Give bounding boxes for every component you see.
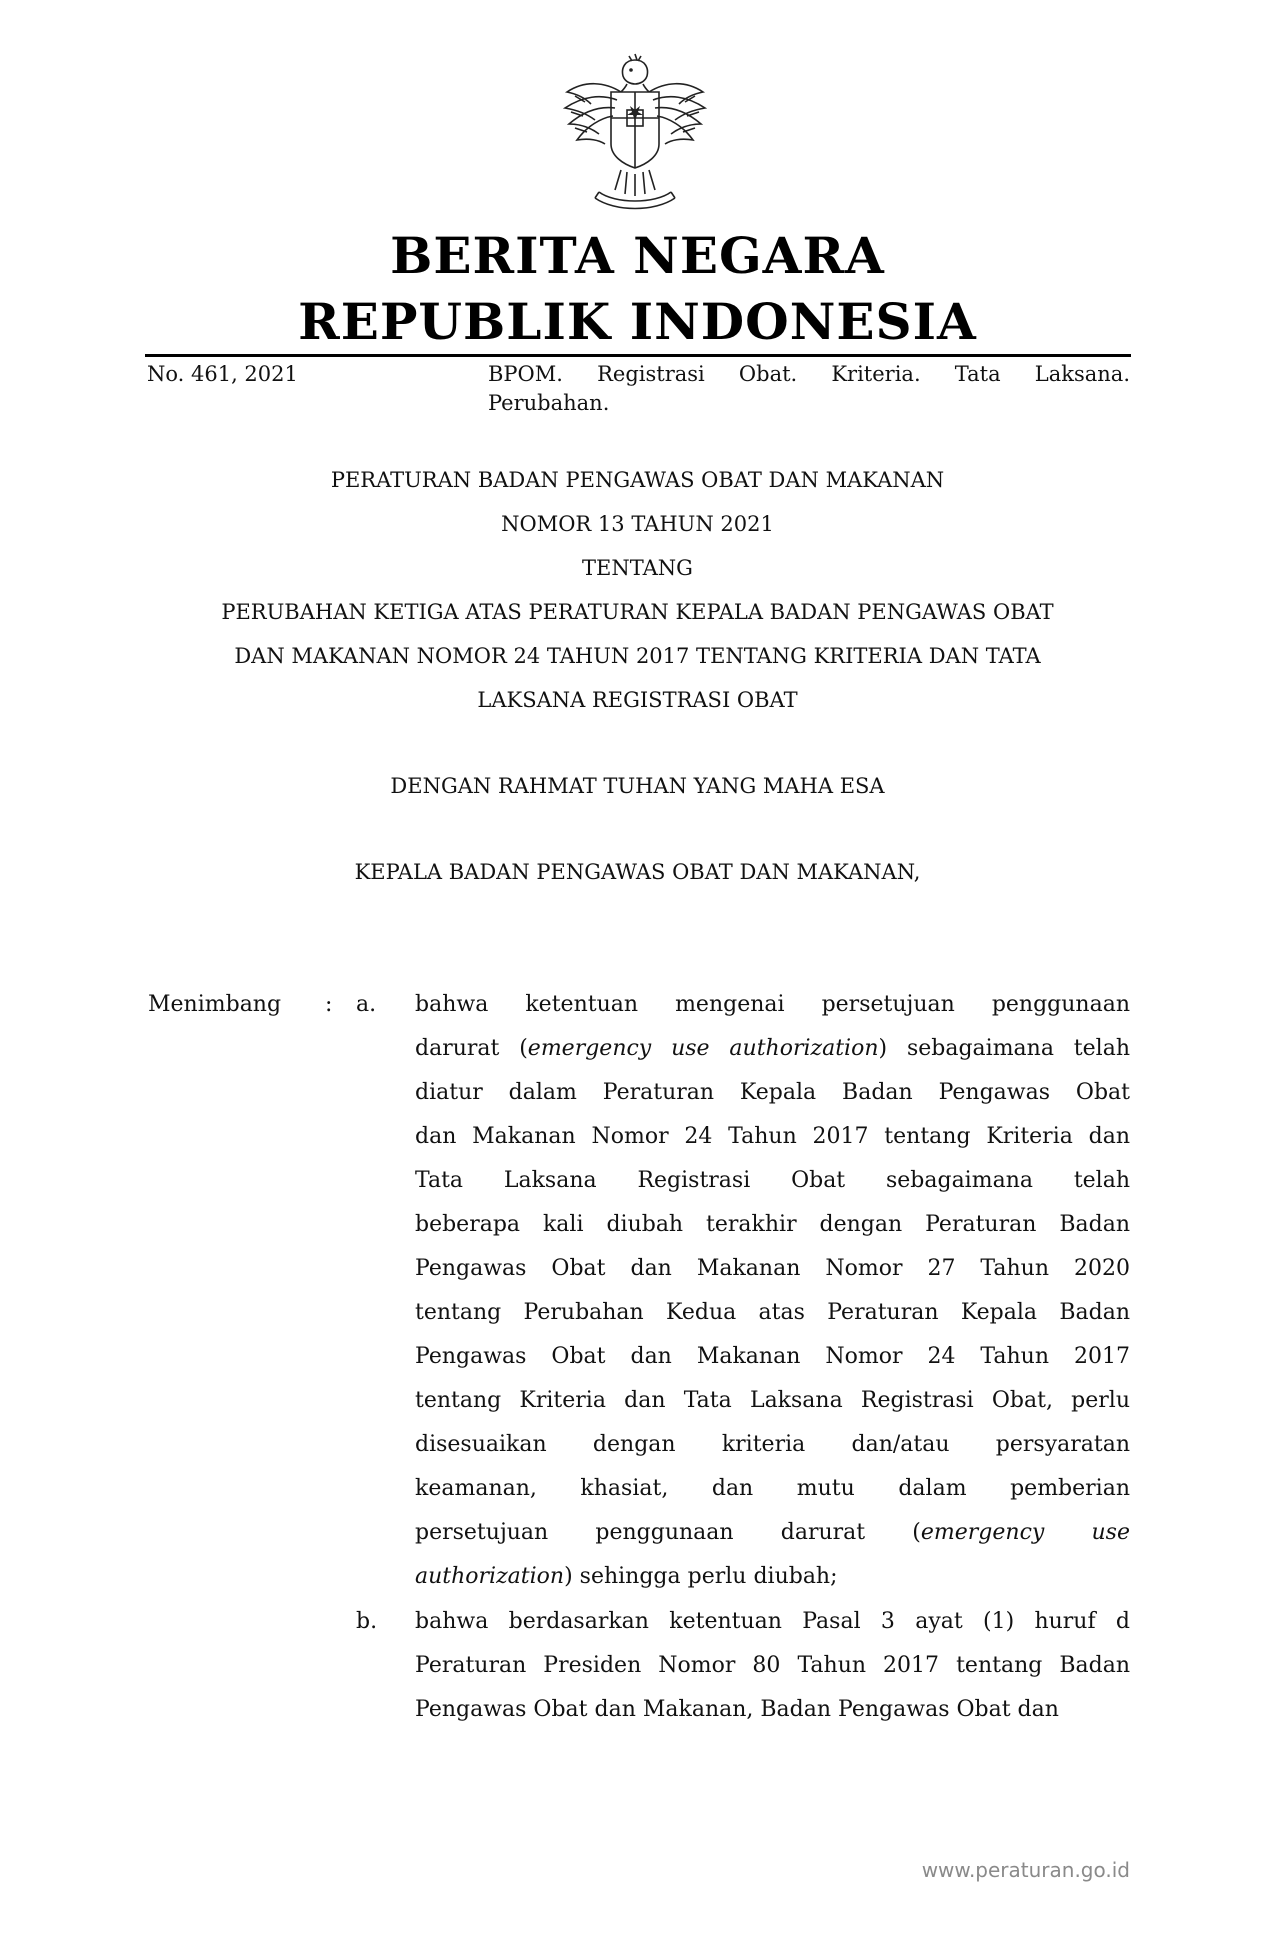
masthead-subtitle: REPUBLIK INDONESIA [298, 292, 977, 351]
paragraph-line [415, 1688, 1130, 1732]
text-run: ) sehingga perlu diubah; [564, 1564, 838, 1589]
text-run: dan Makanan Nomor 24 Tahun 2017 tentang Kriteria dan [415, 1124, 1130, 1149]
text-run: keamanan, khasiat, dan mutu dalam pemberian [415, 1476, 1130, 1501]
point-marker-a: a. [356, 992, 377, 1017]
considering-point-b [415, 1600, 1130, 1732]
title-line: NOMOR 13 TAHUN 2021 [501, 512, 774, 536]
text-run: bahwa berdasarkan ketentuan Pasal 3 ayat (1) huruf d [415, 1609, 1130, 1634]
text-run: Tata Laksana Registrasi Obat sebagaimana telah [415, 1168, 1130, 1193]
paragraph-line [415, 1291, 1130, 1335]
footer-website: www.peraturan.go.id [921, 1858, 1130, 1882]
text-run: bahwa ketentuan mengenai persetujuan penggunaan [415, 992, 1130, 1017]
text-run: Peraturan Presiden Nomor 80 Tahun 2017 tentang Badan [415, 1653, 1130, 1678]
text-run: persetujuan penggunaan darurat ( [415, 1520, 921, 1545]
text-run: diatur dalam Peraturan Kepala Badan Pengawas Obat [415, 1080, 1130, 1105]
text-run: Pengawas Obat dan Makanan, Badan Pengawas Obat dan [415, 1697, 1059, 1722]
paragraph-line [415, 983, 1130, 1027]
text-run: ) sebagaimana telah [878, 1036, 1130, 1061]
garuda-emblem-icon [555, 52, 715, 217]
considering-label: Menimbang [148, 992, 282, 1017]
gazette-subject: BPOM. Registrasi Obat. Kriteria. Tata Laksana. [488, 362, 1130, 386]
paragraph-line [415, 1379, 1130, 1423]
text-run: tentang Perubahan Kedua atas Peraturan Kepala Badan [415, 1300, 1130, 1325]
text-run: darurat ( [415, 1036, 528, 1061]
paragraph-line [415, 1335, 1130, 1379]
title-line: LAKSANA REGISTRASI OBAT [477, 688, 798, 712]
text-run: disesuaikan dengan kriteria dan/atau persyaratan [415, 1432, 1130, 1457]
paragraph-line [415, 1247, 1130, 1291]
paragraph-line [415, 1203, 1130, 1247]
regulation-title [145, 458, 1130, 722]
paragraph-line [415, 1600, 1130, 1644]
point-marker-b: b. [356, 1609, 378, 1634]
considering-point-a [415, 983, 1130, 1599]
gazette-subject-continued: Perubahan. [488, 391, 610, 415]
title-line: TENTANG [582, 556, 693, 580]
paragraph-line [415, 1423, 1130, 1467]
text-run: Pengawas Obat dan Makanan Nomor 27 Tahun 2020 [415, 1256, 1130, 1281]
title-line: DAN MAKANAN NOMOR 24 TAHUN 2017 TENTANG KRITERIA DAN TATA [234, 644, 1041, 668]
text-run: beberapa kali diubah terakhir dengan Peraturan Badan [415, 1212, 1130, 1237]
issuing-authority: KEPALA BADAN PENGAWAS OBAT DAN MAKANAN, [354, 860, 921, 884]
paragraph-line [415, 1071, 1130, 1115]
italic-term: authorization [415, 1564, 565, 1589]
masthead-title: BERITA NEGARA [390, 226, 885, 285]
paragraph-line [415, 1511, 1130, 1555]
invocation: DENGAN RAHMAT TUHAN YANG MAHA ESA [390, 774, 885, 798]
title-line: PERUBAHAN KETIGA ATAS PERATURAN KEPALA BADAN PENGAWAS OBAT [221, 600, 1054, 624]
paragraph-line [415, 1644, 1130, 1688]
text-run: tentang Kriteria dan Tata Laksana Registrasi Obat, perlu [415, 1388, 1130, 1413]
masthead-divider [145, 354, 1131, 357]
considering-colon: : [325, 992, 333, 1017]
text-run: Pengawas Obat dan Makanan Nomor 24 Tahun 2017 [415, 1344, 1130, 1369]
paragraph-line [415, 1115, 1130, 1159]
italic-term: emergency use authorization [527, 1036, 879, 1061]
paragraph-line [415, 1159, 1130, 1203]
title-line: PERATURAN BADAN PENGAWAS OBAT DAN MAKANAN [330, 468, 945, 492]
paragraph-line [415, 1467, 1130, 1511]
italic-term: emergency use [920, 1520, 1130, 1545]
paragraph-line [415, 1027, 1130, 1071]
gazette-number: No. 461, 2021 [147, 362, 298, 386]
paragraph-line [415, 1555, 1130, 1599]
